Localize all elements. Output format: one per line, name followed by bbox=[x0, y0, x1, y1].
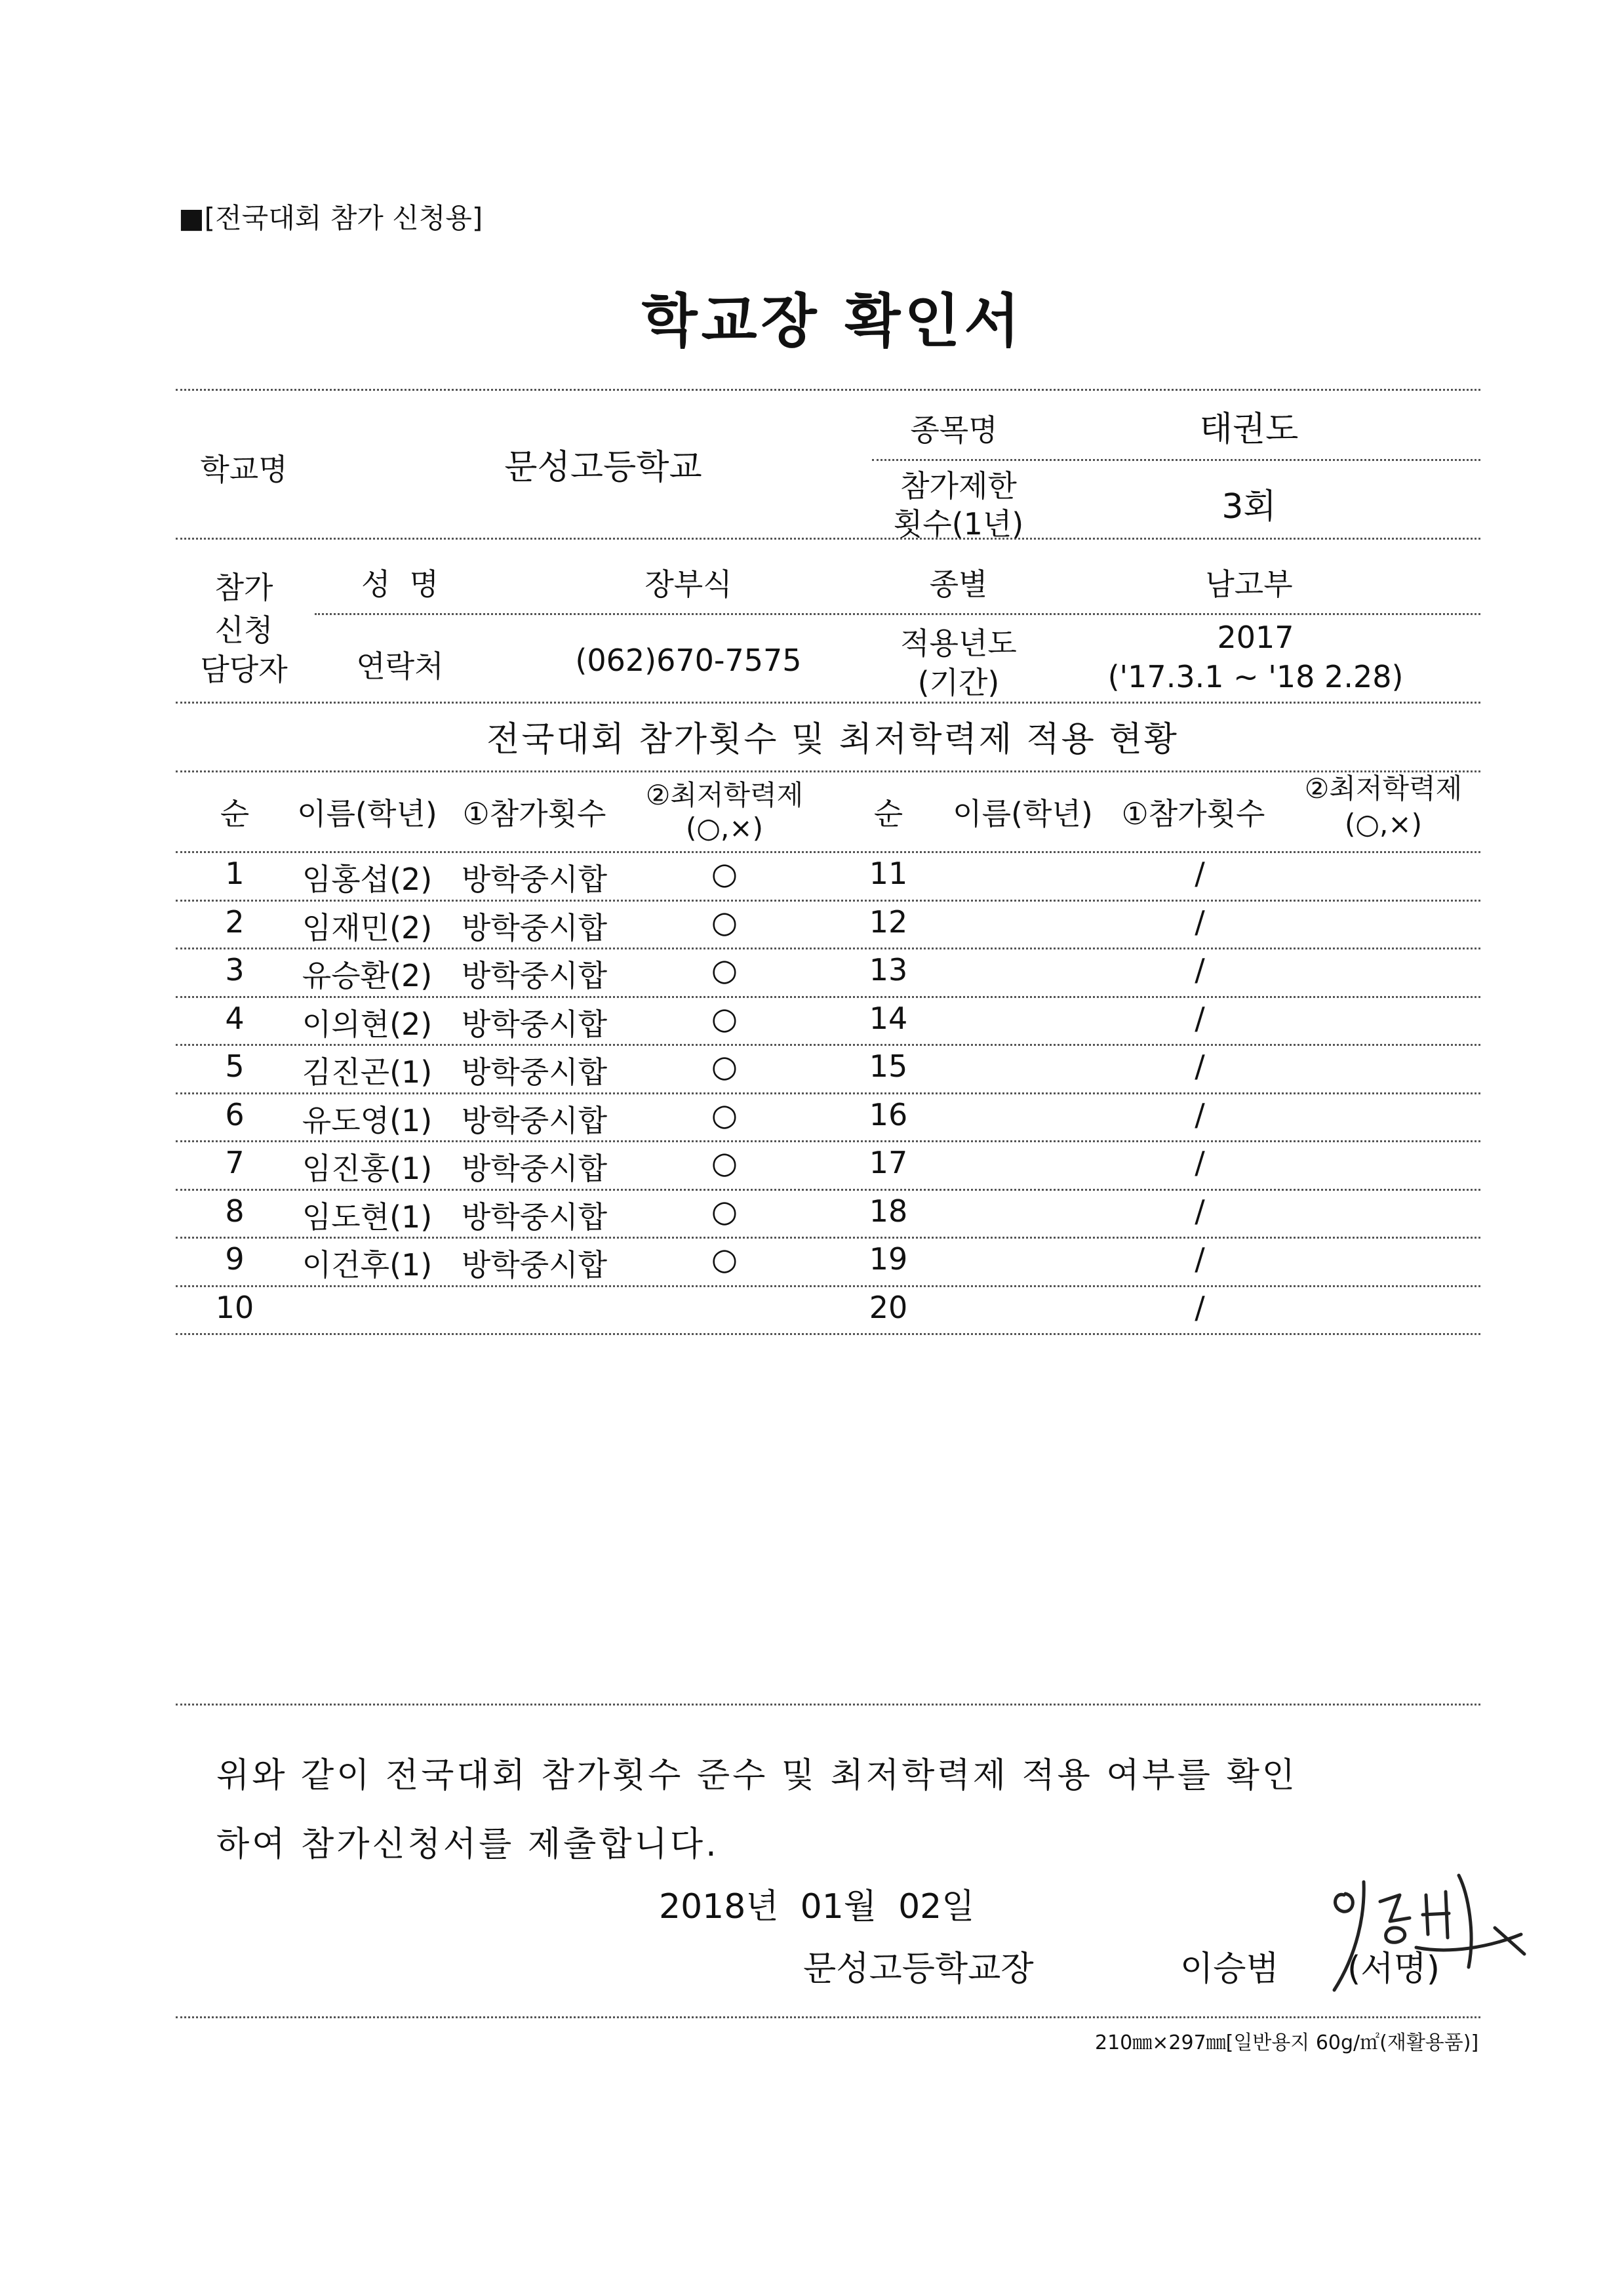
row-no: 7 bbox=[225, 1145, 245, 1180]
year-label-line2: (기간) bbox=[917, 665, 1000, 700]
submission-date: 2018년 01월 02일 bbox=[659, 1887, 975, 1926]
row-count: 방학중시합 bbox=[461, 1151, 608, 1186]
row-slash: / bbox=[1195, 904, 1205, 940]
header-no-right: 순 bbox=[873, 796, 903, 831]
row-no: 8 bbox=[225, 1193, 245, 1229]
category-label: 종별 bbox=[929, 567, 988, 602]
year-label-line1: 적용년도 bbox=[900, 626, 1017, 661]
header-min-left-line2: (○,×) bbox=[686, 812, 763, 844]
row-name: 임재민(2) bbox=[302, 909, 433, 946]
row-slash: / bbox=[1195, 1241, 1205, 1277]
row-no: 18 bbox=[869, 1193, 908, 1229]
row-min-mark: ○ bbox=[711, 1048, 738, 1084]
handwritten-signature bbox=[1318, 1856, 1534, 2006]
table-row-divider bbox=[176, 948, 1480, 949]
divider-statement-bottom bbox=[176, 2016, 1480, 2018]
divider-top bbox=[176, 389, 1480, 391]
divider-name bbox=[315, 613, 1480, 615]
table-row-divider bbox=[176, 1333, 1480, 1335]
row-name: 이의현(2) bbox=[302, 1006, 433, 1042]
row-count: 방학중시합 bbox=[461, 958, 608, 993]
row-name: 유도영(1) bbox=[302, 1102, 433, 1138]
table-row-divider bbox=[176, 1140, 1480, 1142]
row-slash: / bbox=[1195, 952, 1205, 988]
table-row-divider bbox=[176, 1044, 1480, 1046]
manager-label-line2: 신청 bbox=[214, 612, 273, 648]
divider-info-bottom bbox=[176, 702, 1480, 704]
row-slash: / bbox=[1195, 1096, 1205, 1132]
row-no: 16 bbox=[869, 1096, 908, 1132]
row-min-mark: ○ bbox=[711, 904, 738, 940]
statement-line-2: 하여 참가신청서를 제출합니다. bbox=[216, 1825, 719, 1864]
row-count: 방학중시합 bbox=[461, 1247, 608, 1283]
row-name: 임홍섭(2) bbox=[302, 862, 433, 897]
row-count: 방학중시합 bbox=[461, 1102, 608, 1138]
year-value-line1: 2017 bbox=[1217, 620, 1294, 655]
divider-event bbox=[872, 459, 1480, 461]
school-label: 학교명 bbox=[200, 452, 288, 487]
row-no: 5 bbox=[225, 1048, 245, 1084]
row-no: 9 bbox=[225, 1241, 245, 1277]
table-row-divider bbox=[176, 1237, 1480, 1239]
event-label: 종목명 bbox=[910, 412, 998, 448]
row-no: 17 bbox=[869, 1145, 908, 1180]
row-min-mark: ○ bbox=[711, 952, 738, 988]
page-title: 학교장 확인서 bbox=[641, 287, 1024, 355]
limit-value: 3회 bbox=[1221, 487, 1277, 527]
row-no: 6 bbox=[225, 1096, 245, 1132]
row-min-mark: ○ bbox=[711, 1096, 738, 1132]
row-min-mark: ○ bbox=[711, 856, 738, 891]
header-no-left: 순 bbox=[220, 796, 250, 831]
contact-label: 연락처 bbox=[356, 649, 444, 684]
divider-school bbox=[176, 538, 1480, 540]
header-count-right: ①참가횟수 bbox=[1121, 796, 1265, 831]
principal-school: 문성고등학교장 bbox=[803, 1949, 1034, 1989]
row-slash: / bbox=[1195, 856, 1205, 891]
row-count: 방학중시합 bbox=[461, 909, 608, 946]
row-min-mark: ○ bbox=[711, 1193, 738, 1229]
header-min-right-line1: ②최저학력제 bbox=[1304, 772, 1463, 805]
divider-statement-top bbox=[176, 1704, 1480, 1706]
row-no: 19 bbox=[869, 1241, 908, 1277]
header-count-left: ①참가횟수 bbox=[462, 796, 606, 831]
row-no: 13 bbox=[869, 952, 908, 988]
row-no: 14 bbox=[869, 1000, 908, 1036]
row-count: 방학중시합 bbox=[461, 1006, 608, 1042]
table-row-divider bbox=[176, 1092, 1480, 1094]
name-label: 성 명 bbox=[361, 567, 439, 602]
row-name: 임도현(1) bbox=[302, 1199, 433, 1235]
year-value-line2: ('17.3.1 ~ '18 2.28) bbox=[1107, 659, 1404, 694]
row-name: 유승환(2) bbox=[302, 958, 433, 993]
row-count: 방학중시합 bbox=[461, 1199, 608, 1235]
row-min-mark: ○ bbox=[711, 1241, 738, 1277]
header-name-left: 이름(학년) bbox=[297, 796, 437, 831]
signature-label: (서명) bbox=[1347, 1949, 1440, 1989]
row-no: 1 bbox=[225, 856, 245, 891]
statement-line-1: 위와 같이 전국대회 참가횟수 준수 및 최저학력제 적용 여부를 확인 bbox=[216, 1756, 1298, 1795]
school-value: 문성고등학교 bbox=[504, 448, 702, 487]
divider-header-bottom bbox=[176, 851, 1480, 853]
table-row-divider bbox=[176, 996, 1480, 998]
manager-label-line3: 담당자 bbox=[200, 652, 288, 687]
table-row-divider bbox=[176, 900, 1480, 902]
row-no: 12 bbox=[869, 904, 908, 940]
row-slash: / bbox=[1195, 1048, 1205, 1084]
manager-label-line1: 참가 bbox=[214, 570, 273, 605]
row-no: 11 bbox=[869, 856, 908, 891]
row-count: 방학중시합 bbox=[461, 862, 608, 897]
row-name: 임진홍(1) bbox=[302, 1151, 433, 1186]
row-count: 방학중시합 bbox=[461, 1054, 608, 1090]
header-min-right-line2: (○,×) bbox=[1345, 808, 1422, 840]
row-name: 이건후(1) bbox=[302, 1247, 433, 1283]
row-no: 20 bbox=[869, 1289, 908, 1325]
header-name-right: 이름(학년) bbox=[953, 796, 1093, 831]
form-category-tag: ■[전국대회 참가 신청용] bbox=[178, 202, 483, 234]
row-slash: / bbox=[1195, 1289, 1205, 1325]
name-value: 장부식 bbox=[644, 567, 732, 602]
row-no: 10 bbox=[215, 1289, 254, 1325]
row-no: 2 bbox=[225, 904, 245, 940]
footer-paper-note: 210㎜×297㎜[일반용지 60g/㎡(재활용품)] bbox=[1095, 2031, 1479, 2054]
row-slash: / bbox=[1195, 1145, 1205, 1180]
row-no: 4 bbox=[225, 1000, 245, 1036]
row-name: 김진곤(1) bbox=[302, 1054, 433, 1090]
row-no: 3 bbox=[225, 952, 245, 988]
row-no: 15 bbox=[869, 1048, 908, 1084]
row-slash: / bbox=[1195, 1000, 1205, 1036]
status-section-title: 전국대회 참가횟수 및 최저학력제 적용 현황 bbox=[486, 720, 1179, 759]
row-min-mark: ○ bbox=[711, 1000, 738, 1036]
contact-value: (062)670-7575 bbox=[575, 643, 802, 678]
table-row-divider bbox=[176, 1285, 1480, 1287]
limit-label-line1: 참가제한 bbox=[900, 468, 1017, 504]
row-slash: / bbox=[1195, 1193, 1205, 1229]
header-min-left-line1: ②최저학력제 bbox=[645, 779, 804, 811]
event-value: 태권도 bbox=[1199, 410, 1299, 449]
row-min-mark: ○ bbox=[711, 1145, 738, 1180]
category-value: 남고부 bbox=[1205, 567, 1293, 602]
divider-table-top bbox=[176, 770, 1480, 772]
table-row-divider bbox=[176, 1189, 1480, 1191]
limit-label-line2: 횟수(1년) bbox=[893, 506, 1024, 542]
principal-name: 이승범 bbox=[1180, 1949, 1279, 1989]
